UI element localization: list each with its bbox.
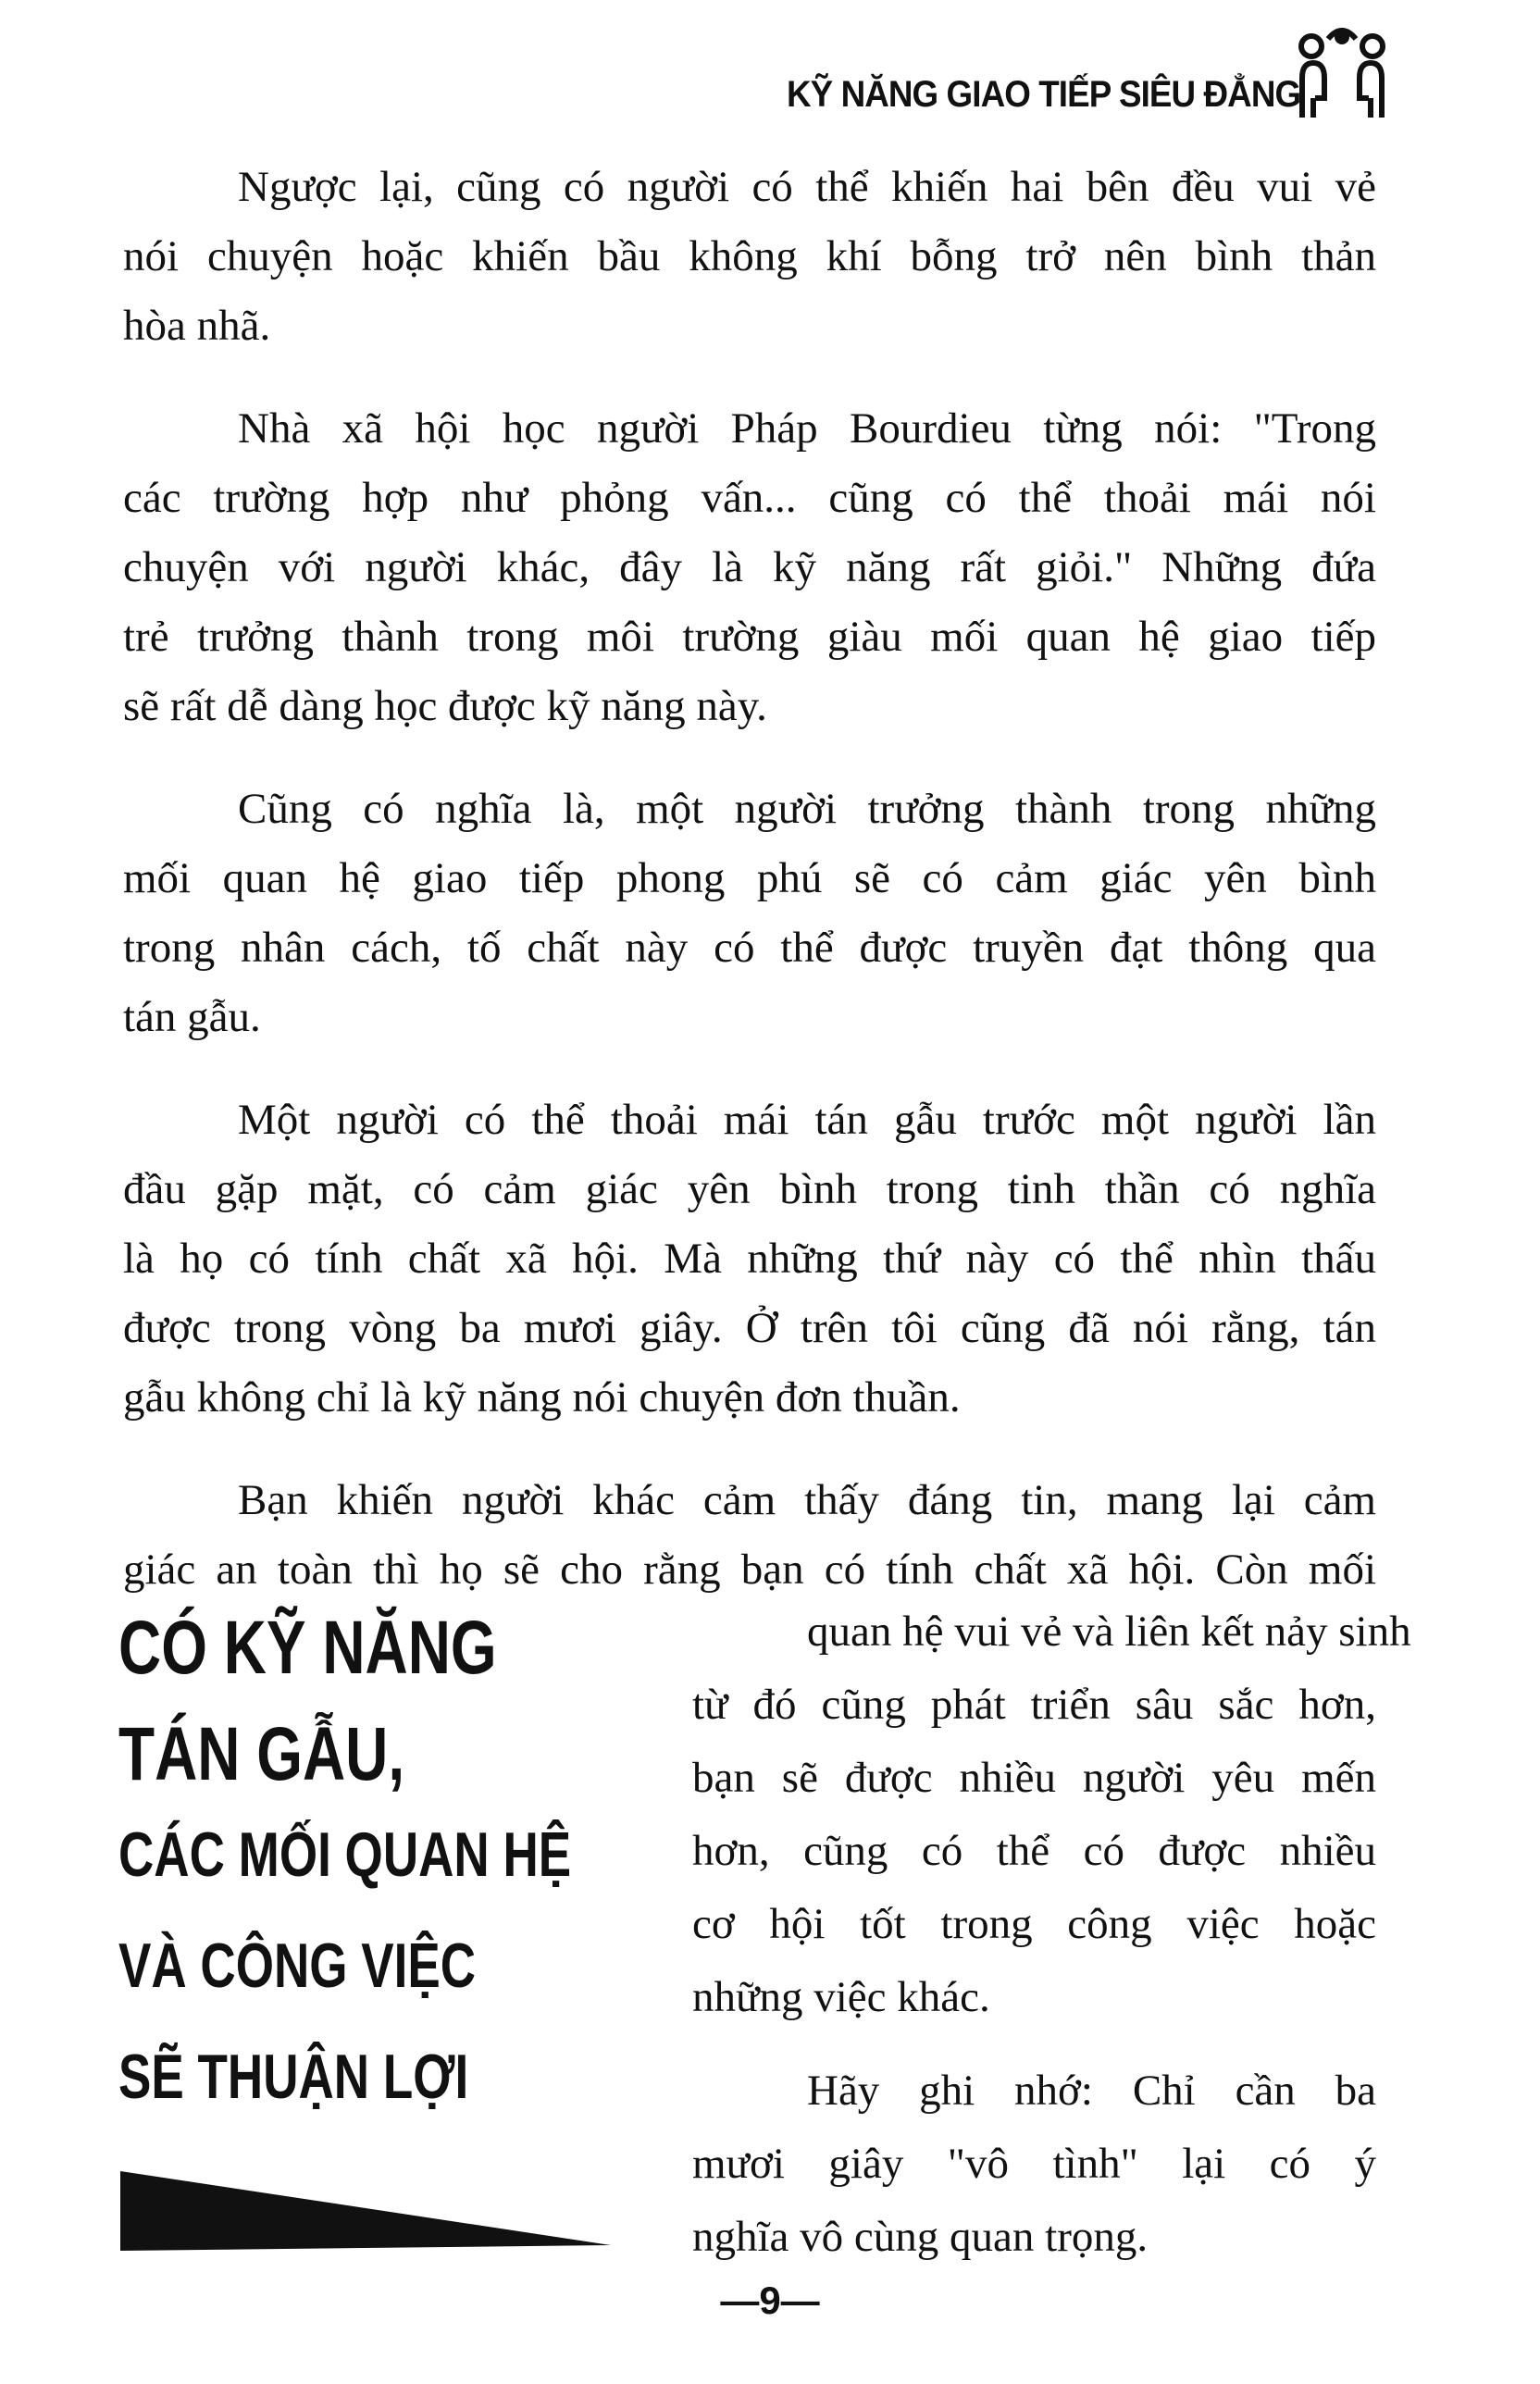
text-line: trong nhân cách, tố chất này có thể được truyền đạt thông qua [123, 924, 1376, 972]
text-line: những việc khác. [692, 1973, 990, 2021]
text-line: từ đó cũng phát triển sâu sắc hơn, [692, 1681, 1376, 1729]
pull-quote-line: TÁN GẪU, [118, 1712, 405, 1796]
pull-quote-line: SẼ THUẬN LỢI [118, 2042, 469, 2112]
text-line: Ngược lại, cũng có người có thể khiến hai bên đều vui vẻ [238, 163, 1376, 211]
paragraph [123, 153, 1376, 361]
right-column-text [692, 1596, 1411, 2294]
text-line: Hãy ghi nhớ: Chỉ cần ba [807, 2067, 1376, 2115]
text-line: quan hệ vui vẻ và liên kết nảy sinh [807, 1608, 1411, 1656]
pull-quote-line: CÁC MỐI QUAN HỆ [118, 1819, 572, 1890]
text-line: các trường hợp như phỏng vấn... cũng có thể thoải mái nói [123, 474, 1376, 522]
paragraph [123, 775, 1376, 1052]
text-line: hòa nhã. [123, 302, 271, 350]
pull-quote-line: CÓ KỸ NĂNG [118, 1606, 497, 1690]
text-line: tán gẫu. [123, 993, 261, 1041]
text-line: là họ có tính chất xã hội. Mà những thứ này có thể nhìn thấu [123, 1235, 1376, 1283]
pull-quote-line: VÀ CÔNG VIỆC [118, 1931, 477, 2001]
paragraph [692, 2055, 1376, 2274]
two-people-icon [1291, 20, 1393, 122]
text-line: hơn, cũng có thể có được nhiều [692, 1827, 1376, 1875]
text-line: mối quan hệ giao tiếp phong phú sẽ có cảm giác yên bình [123, 854, 1376, 902]
decorative-wedge [120, 2171, 611, 2251]
text-line: mươi giây "vô tình" lại có ý [692, 2140, 1376, 2188]
text-line: nói chuyện hoặc khiến bầu không khí bỗng trở nên bình thản [123, 232, 1376, 280]
paragraph [123, 394, 1376, 741]
running-header [787, 76, 1345, 113]
pull-quote [118, 1606, 699, 2156]
body-text [123, 153, 1376, 1638]
paragraph [123, 1086, 1376, 1433]
text-line: bạn sẽ được nhiều người yêu mến [692, 1754, 1376, 1802]
text-line: chuyện với người khác, đây là kỹ năng rất giỏi." Những đứa [123, 543, 1376, 591]
text-line: trẻ trưởng thành trong môi trường giàu mối quan hệ giao tiếp [123, 613, 1376, 661]
paragraph [692, 1596, 1411, 2034]
paragraph [123, 1466, 1376, 1605]
text-line: Bạn khiến người khác cảm thấy đáng tin, mang lại cảm [238, 1476, 1376, 1524]
text-line: nghĩa vô cùng quan trọng. [692, 2213, 1149, 2261]
text-line: Nhà xã hội học người Pháp Bourdieu từng nói: "Trong [238, 404, 1376, 453]
text-line: sẽ rất dễ dàng học được kỹ năng này. [123, 682, 767, 730]
text-line: Một người có thể thoải mái tán gẫu trước một người lần [238, 1096, 1376, 1144]
page-number: —9— [720, 2278, 820, 2322]
text-line: cơ hội tốt trong công việc hoặc [692, 1900, 1376, 1948]
text-line: gẫu không chỉ là kỹ năng nói chuyện đơn thuần. [123, 1373, 961, 1422]
book-title-header: KỸ NĂNG GIAO TIẾP SIÊU ĐẲNG [787, 74, 1301, 115]
text-line: Cũng có nghĩa là, một người trưởng thành trong những [238, 785, 1376, 833]
text-line: đầu gặp mặt, có cảm giác yên bình trong tinh thần có nghĩa [123, 1165, 1376, 1213]
text-line: được trong vòng ba mươi giây. Ở trên tôi cũng đã nói rằng, tán [123, 1304, 1376, 1352]
text-line: giác an toàn thì họ sẽ cho rằng bạn có tính chất xã hội. Còn mối [123, 1546, 1376, 1594]
